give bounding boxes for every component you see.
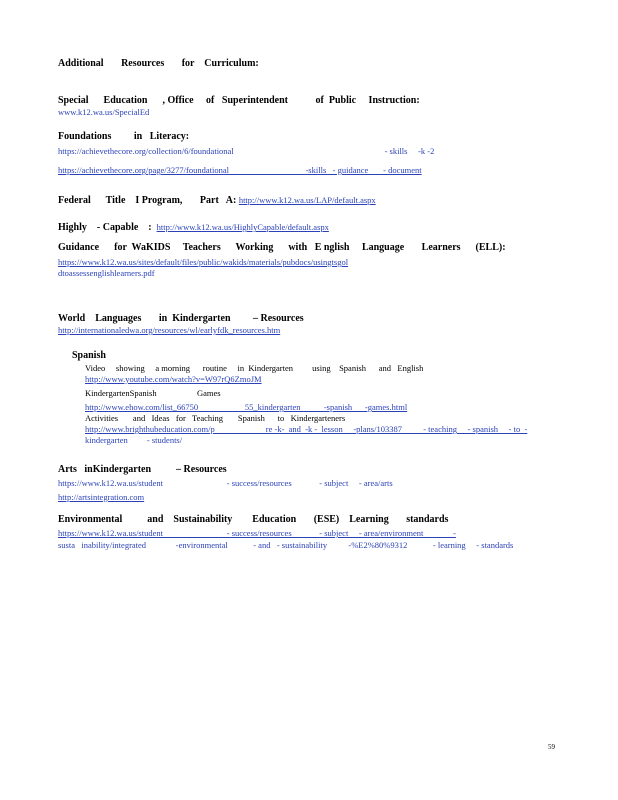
spanish-line-1: Video showing a morning routine in Kindergarten using Spanish and English (85, 363, 424, 373)
federal-heading: Federal Title I Program, Part A: (58, 195, 239, 206)
world-languages-heading: World Languages in Kindergarten – Resources (58, 313, 304, 324)
federal-link[interactable]: http://www.k12.wa.us/LAP/default.aspx (238, 195, 376, 205)
guidance-link-2[interactable]: dtoassessenglishlearners.pdf (58, 268, 155, 278)
special-education-heading: Special Education , Office of Superintendent of Public Instruction: (58, 95, 420, 106)
world-languages-section (58, 313, 558, 336)
spanish-heading: Spanish (72, 350, 106, 361)
highly-capable-link[interactable]: http://www.k12.wa.us/HighlyCapable/default.aspx (156, 222, 329, 232)
highly-capable-section (58, 217, 558, 235)
environmental-heading: Environmental and Sustainability Education (ESE) Learning standards (58, 514, 449, 525)
world-languages-link[interactable]: http://internationaledwa.org/resources/wl/earlyfdk_resources.htm (58, 325, 281, 335)
foundations-link-2[interactable]: https://achievethecore.org/page/3277/foundational -skills - guidance - document (58, 165, 422, 175)
environmental-link-2[interactable]: susta inability/integrated -environmental - and - sustainability -%E2%80%9312 - learning - standards (58, 540, 514, 550)
spanish-section (85, 363, 565, 446)
environmental-section (58, 514, 558, 551)
arts-link-1[interactable]: https://www.k12.wa.us/student - success/resources - subject - area/arts (58, 478, 393, 488)
foundations-heading: Foundations in Literacy: (58, 131, 190, 142)
guidance-link-1[interactable]: https://www.k12.wa.us/sites/default/files/public/wakids/materials/pubdocs/usingtsgol (58, 257, 349, 267)
arts-section (58, 464, 558, 503)
section-title: Additional Resources for Curriculum: (58, 58, 259, 69)
spanish-link-4[interactable]: kindergarten - students/ (85, 435, 183, 445)
spanish-link-1[interactable]: http://www.youtube.com/watch?v=W97rQ6ZmoJM (85, 374, 262, 384)
federal-section (58, 190, 558, 208)
spanish-line-3: Activities and Ideas for Teaching Spanish to Kindergarteners (85, 413, 346, 423)
spanish-link-2[interactable]: http://www.ehow.com/list_66750 55_kindergarten -spanish -games.html (85, 402, 408, 412)
special-education-section (58, 95, 558, 118)
special-education-link[interactable]: www.k12.wa.us/SpecialEd (58, 107, 150, 117)
page-number: 59 (548, 743, 555, 751)
spanish-line-2: KindergartenSpanish Games (85, 388, 221, 398)
foundations-section (58, 131, 558, 176)
spanish-link-3[interactable]: http://www.brighthubeducation.com/p re -k- and -k - lesson -plans/103387 - teaching - spanish - to - (85, 424, 528, 434)
arts-heading: Arts inKindergarten – Resources (58, 464, 227, 475)
guidance-heading: Guidance for WaKIDS Teachers Working with E nglish Language Learners (ELL): (58, 242, 506, 253)
highly-capable-heading: Highly - Capable : (58, 222, 157, 233)
environmental-link-1[interactable]: https://www.k12.wa.us/student - success/resources - subject - area/environment - (58, 528, 456, 538)
foundations-link-1[interactable]: https://achievethecore.org/collection/6/foundational - skills -k -2 (58, 146, 435, 156)
arts-link-2[interactable]: http://artsintegration.com (58, 492, 145, 502)
guidance-section (58, 242, 558, 279)
